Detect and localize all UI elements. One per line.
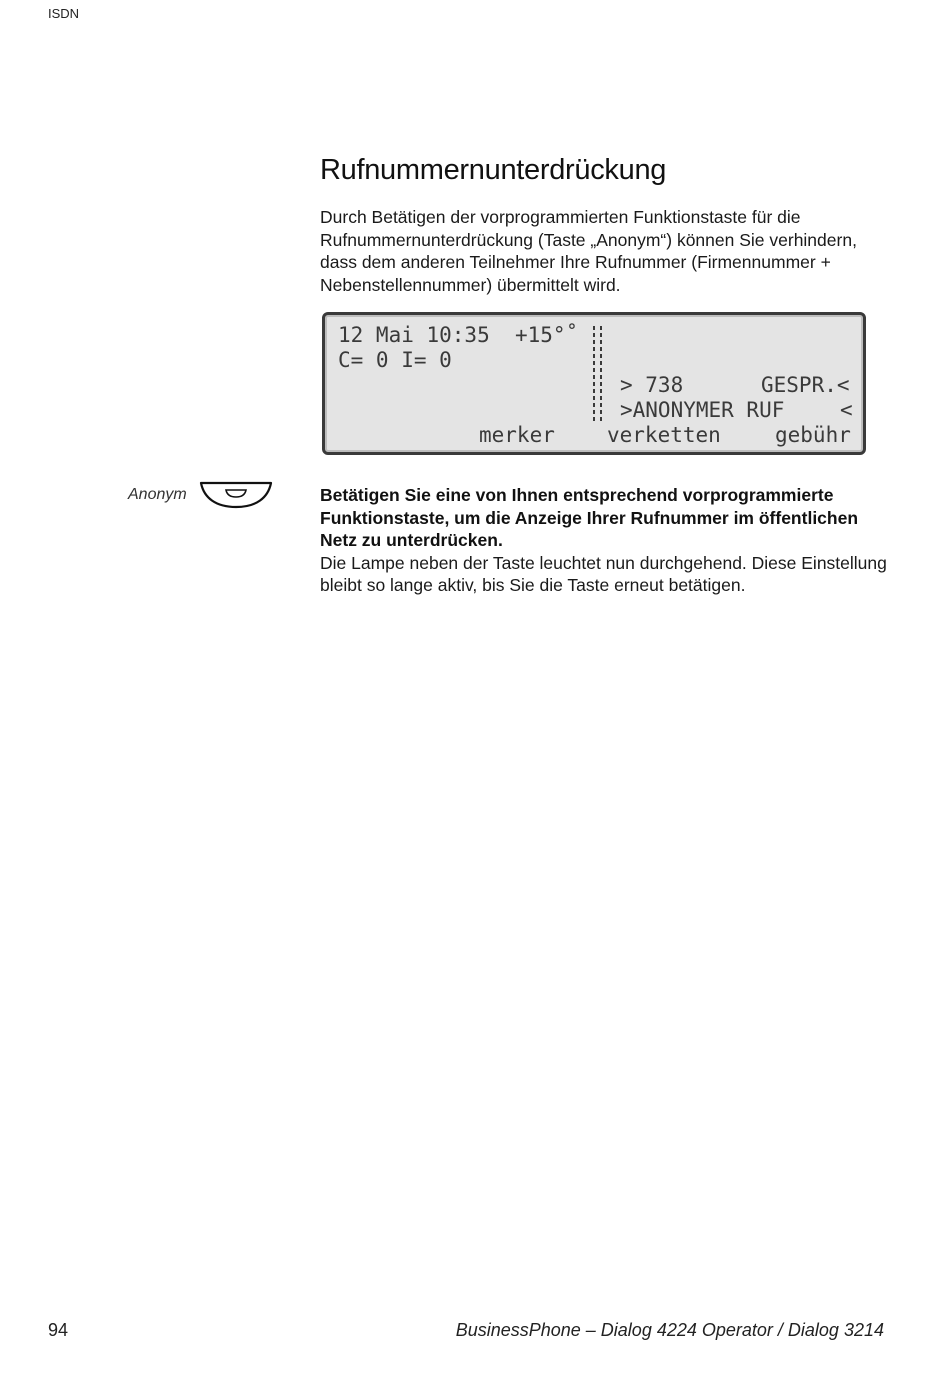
section-title: Rufnummernunterdrückung	[320, 154, 667, 186]
instruction-result: Die Lampe neben der Taste leuchtet nun durchgehend. Diese Einstellung bleibt so lange aktiv, bis Sie die Taste erneut betätigen.	[320, 552, 887, 595]
display-extension-number: > 738	[620, 373, 684, 397]
display-date-time-line: 12 Mai 10:35 +15°˚	[338, 323, 579, 347]
display-divider	[590, 324, 606, 424]
display-marker: <	[840, 398, 853, 422]
footer-title: BusinessPhone – Dialog 4224 Operator / Dialog 3214	[455, 1320, 884, 1340]
phone-display	[322, 312, 866, 455]
display-counter-line: C= 0 I= 0	[338, 348, 452, 372]
running-header: ISDN	[48, 6, 80, 21]
page-number: 94	[48, 1320, 69, 1340]
key-label: Anonym	[128, 486, 187, 503]
instruction-action: Betätigen Sie eine von Ihnen entsprechend vorprogrammierte Funktionstaste, um die Anzeige Ihrer Rufnummer im öffentlichen Netz zu unterdrücken.	[320, 485, 859, 550]
display-anonymous-call: >ANONYMER RUF	[620, 398, 785, 422]
softkey-verketten[interactable]: verketten	[607, 423, 721, 447]
softkey-gebuehr[interactable]: gebühr	[775, 423, 851, 447]
display-call-status: GESPR.<	[761, 373, 850, 397]
function-key-icon[interactable]	[199, 480, 273, 510]
intro-paragraph: Durch Betätigen der vorprogrammierten Funktionstaste für die Rufnummernunterdrückung (Taste „Anonym“) können Sie verhindern, dass dem anderen Teilnehmer Ihre Rufnummer (Firmennummer + Nebenstellennummer) übermittelt wird.	[320, 207, 857, 295]
instruction-block	[320, 484, 895, 597]
softkey-merker[interactable]: merker	[479, 423, 555, 447]
